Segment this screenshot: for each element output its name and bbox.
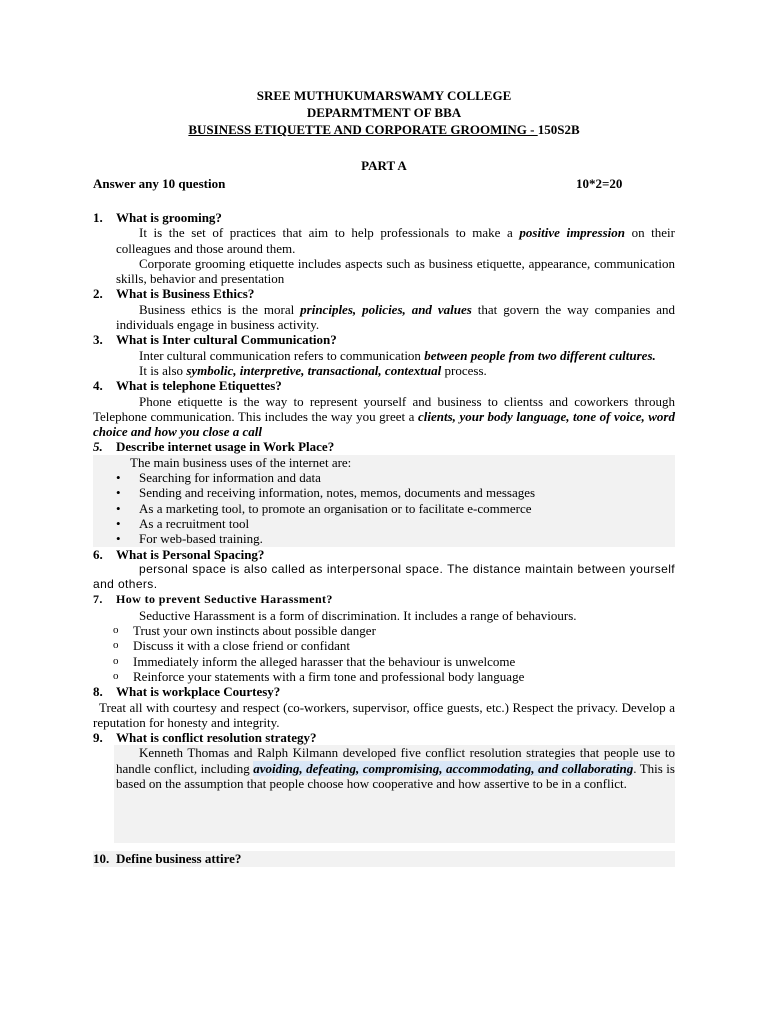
document-header bbox=[0, 87, 768, 138]
course-title: BUSINESS ETIQUETTE AND CORPORATE GROOMING - 150S2B bbox=[188, 122, 580, 137]
list-item: • As a recruitment tool bbox=[116, 515, 250, 531]
question-1: 1. What is grooming? bbox=[93, 210, 222, 225]
list-item: • For web-based training. bbox=[116, 531, 263, 547]
question-6: 6. What is Personal Spacing? bbox=[93, 546, 265, 562]
answer-7: Seductive Harassment is a form of discrimination. It includes a range of behaviours. bbox=[139, 607, 577, 623]
answer-5-block bbox=[93, 455, 675, 547]
answer-1-para-2: Corporate grooming etiquette includes aspects such as business etiquette, appearance, communication skills, behavior and presentation bbox=[116, 255, 675, 287]
instruction-text: Answer any 10 question bbox=[93, 176, 226, 191]
question-7: 7. How to prevent Seductive Harassment? bbox=[93, 592, 333, 607]
question-2: 2. What is Business Ethics? bbox=[93, 286, 255, 302]
list-item: o Immediately inform the alleged harasser that the behaviour is unwelcome bbox=[113, 653, 516, 669]
course-code: 150S2B bbox=[537, 122, 580, 137]
answer-1-para-1: It is the set of practices that aim to help professionals to make a positive impression on their colleagues and those around them. bbox=[116, 225, 675, 256]
list-item: • Sending and receiving information, notes, memos, documents and messages bbox=[116, 485, 536, 501]
answer-3-para-2: It is also symbolic, interpretive, transactional, contextual process. bbox=[139, 362, 487, 378]
questions-list bbox=[93, 210, 675, 867]
answer-8: Treat all with courtesy and respect (co-workers, supervisor, office guests, etc.) Respect the privacy. Develop a reputation for honesty and integrity. bbox=[93, 699, 675, 730]
question-10: 10. Define business attire? bbox=[93, 851, 242, 867]
college-name: SREE MUTHUKUMARSWAMY COLLEGE bbox=[256, 88, 512, 103]
answer-9: Kenneth Thomas and Ralph Kilmann developed five conflict resolution strategies that people use to handle conflict, including avoiding, defeating, compromising, accommodating, and collaborating. This is based on the assumption that people choose how cooperative and how assertive to be in a conflict. bbox=[116, 745, 675, 791]
instruction-line bbox=[93, 176, 633, 192]
question-5: 5. Describe internet usage in Work Place? bbox=[93, 439, 335, 455]
list-item: o Discuss it with a close friend or confidant bbox=[113, 638, 350, 654]
question-4: 4. What is telephone Etiquettes? bbox=[93, 378, 282, 394]
part-heading: PART A bbox=[361, 158, 407, 173]
list-item: • Searching for information and data bbox=[116, 470, 321, 486]
question-10-block bbox=[93, 851, 675, 866]
list-item: • As a marketing tool, to promote an organisation or to facilitate e-commerce bbox=[116, 500, 532, 516]
blank-space bbox=[114, 791, 675, 843]
answer-3-para-1: Inter cultural communication refers to communication between people from two different cultures. bbox=[139, 347, 656, 363]
answer-2: Business ethics is the moral principles, policies, and values that govern the way companies and individuals engage in business activity. bbox=[116, 301, 675, 333]
department-name: DEPARMTMENT OF BBA bbox=[306, 105, 462, 120]
marks-scheme: 10*2=20 bbox=[576, 176, 623, 191]
answer-6: personal space is also called as interpersonal space. The distance maintain between yourself and others. bbox=[93, 561, 675, 592]
question-3: 3. What is Inter cultural Communication? bbox=[93, 332, 337, 348]
internet-uses-list bbox=[93, 470, 675, 546]
list-item: o Reinforce your statements with a firm tone and professional body language bbox=[113, 668, 525, 684]
question-9: 9. What is conflict resolution strategy? bbox=[93, 730, 317, 746]
list-item: o Trust your own instincts about possible danger bbox=[113, 623, 376, 639]
answer-9-block bbox=[114, 745, 675, 843]
answer-5-intro: The main business uses of the internet are: bbox=[130, 454, 352, 470]
question-8: 8. What is workplace Courtesy? bbox=[93, 684, 281, 700]
prevention-list bbox=[93, 623, 675, 684]
answer-4: Phone etiquette is the way to represent yourself and business to clientss and coworkers through Telephone communication. This includes the way you greet a clients, your body language, tone of voice, word choice and how you close a call bbox=[93, 393, 675, 440]
